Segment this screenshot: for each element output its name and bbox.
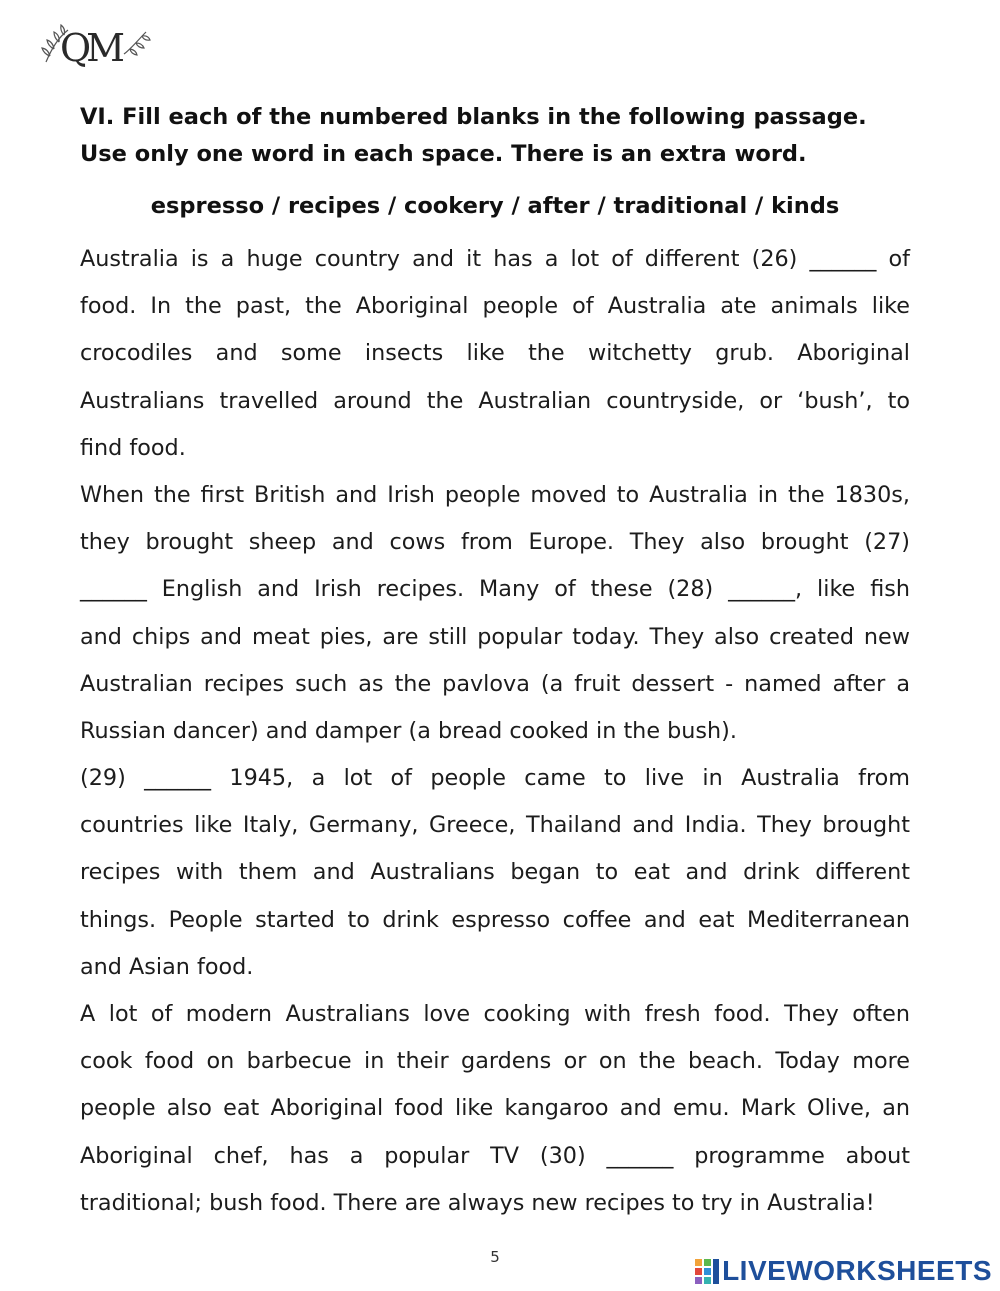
word-bank: espresso / recipes / cookery / after / traditional / kinds [150, 193, 840, 219]
heading-line-1: VI. Fill each of the numbered blanks in the following passage. [80, 104, 867, 130]
passage-line: they brought sheep and cows from Europe. They also brought (27) [80, 529, 910, 556]
passage-line: (29) ______ 1945, a lot of people came to live in Australia from [80, 765, 910, 792]
passage-line: things. People started to drink espresso coffee and eat Mediterranean [80, 906, 910, 933]
passage-line: Russian dancer) and damper (a bread cooked in the bush). [80, 717, 737, 744]
exercise-heading [80, 99, 910, 173]
liveworksheets-brand[interactable] [694, 1255, 992, 1287]
passage [80, 236, 910, 1227]
passage-line: and chips and meat pies, are still popular today. They also created new [80, 623, 910, 650]
liveworksheets-logo-icon [694, 1257, 720, 1285]
passage-line: and Asian food. [80, 953, 254, 980]
qm-logo [38, 18, 154, 78]
passage-line: crocodiles and some insects like the witchetty grub. Aboriginal [80, 340, 910, 367]
page-number: 5 [490, 1248, 500, 1266]
passage-line: people also eat Aboriginal food like kangaroo and emu. Mark Olive, an [80, 1095, 910, 1122]
passage-line: food. In the past, the Aboriginal people of Australia ate animals like [80, 293, 910, 320]
passage-line: Australian recipes such as the pavlova (a fruit dessert - named after a [80, 670, 910, 697]
passage-line: Australians travelled around the Australian countryside, or ‘bush’, to [80, 387, 910, 414]
passage-line: recipes with them and Australians began to eat and drink different [80, 859, 910, 886]
passage-line: A lot of modern Australians love cooking with fresh food. They often [80, 1001, 910, 1027]
passage-line: When the first British and Irish people moved to Australia in the 1830s, [80, 481, 910, 508]
passage-line: cook food on barbecue in their gardens or on the beach. Today more [80, 1048, 910, 1075]
passage-line: find food. [80, 434, 186, 461]
passage-line: countries like Italy, Germany, Greece, Thailand and India. They brought [80, 812, 910, 839]
heading-line-2: Use only one word in each space. There is an extra word. [80, 141, 807, 167]
passage-line: ______ English and Irish recipes. Many of these (28) ______, like fish [80, 576, 910, 603]
logo-text: QM [60, 26, 121, 70]
passage-line: Aboriginal chef, has a popular TV (30) ______ programme about [80, 1142, 910, 1169]
brand-name: LIVEWORKSHEETS [722, 1255, 992, 1286]
passage-line: traditional; bush food. There are always new recipes to try in Australia! [80, 1189, 875, 1216]
passage-line: Australia is a huge country and it has a lot of different (26) ______ of [80, 246, 910, 272]
